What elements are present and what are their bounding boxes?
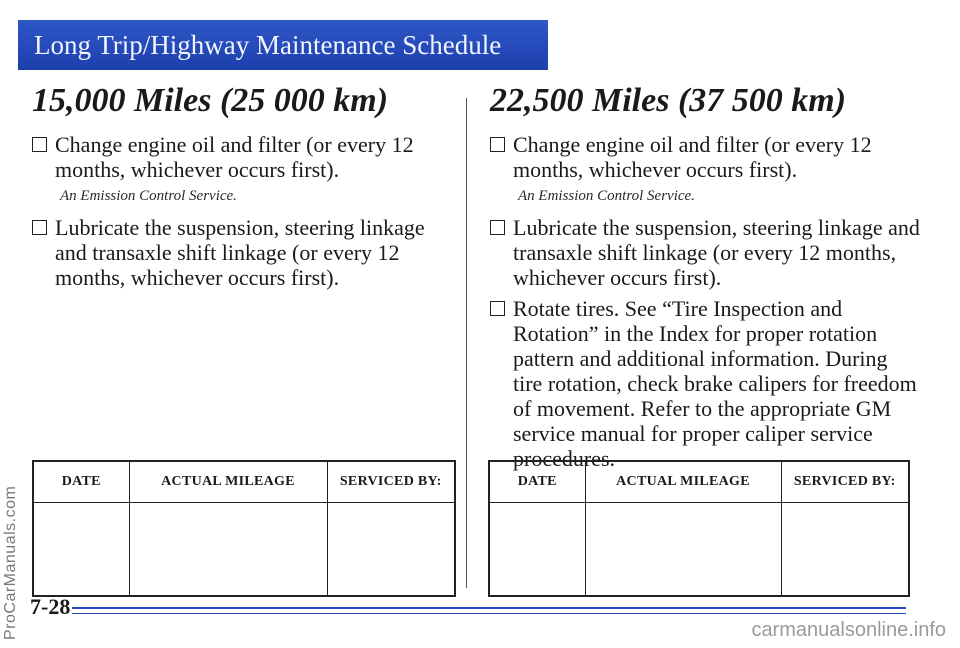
right-item-oil-text: Change engine oil and filter (or every 12 months, whichever occurs first).: [513, 132, 872, 182]
table-header-row: [489, 461, 909, 503]
checkbox-icon[interactable]: [490, 301, 505, 316]
right-service-table: [488, 460, 910, 597]
checkbox-icon[interactable]: [32, 137, 47, 152]
date-cell[interactable]: [33, 503, 129, 597]
serviced-by-cell[interactable]: [327, 503, 455, 597]
column-divider: [466, 98, 467, 588]
right-item-oil-note: An Emission Control Service.: [518, 188, 695, 204]
checkbox-icon[interactable]: [490, 220, 505, 235]
watermark-procarmanuals: ProCarManuals.com: [2, 485, 19, 640]
header-actual-mileage: ACTUAL MILEAGE: [585, 461, 781, 503]
left-heading: 15,000 Miles (25 000 km): [32, 82, 389, 119]
header-date: DATE: [489, 461, 585, 503]
watermark-carmanualsonline: carmanualsonline.info: [751, 619, 946, 641]
checkbox-icon[interactable]: [32, 220, 47, 235]
left-item-oil-text: Change engine oil and filter (or every 12 months, whichever occurs first).: [55, 132, 414, 182]
header-serviced-by: SERVICED BY:: [781, 461, 909, 503]
serviced-by-cell[interactable]: [781, 503, 909, 597]
right-item-rotate-tires-text: Rotate tires. See “Tire Inspection and Rotation” in the Index for proper rotation pattern and additional information. During tire rotation, check brake calipers for freedom of movement. Refer to the appropriate GM service manual for proper caliper service procedures.: [513, 296, 917, 471]
section-banner: [18, 20, 548, 70]
date-cell[interactable]: [489, 503, 585, 597]
checkbox-icon[interactable]: [490, 137, 505, 152]
left-item-lubricate-text: Lubricate the suspension, steering linkage and transaxle shift linkage (or every 12 months, whichever occurs first).: [55, 215, 425, 290]
left-service-table: [32, 460, 456, 597]
right-item-lubricate: [490, 215, 920, 290]
table-header-row: [33, 461, 455, 503]
right-column: [490, 82, 920, 477]
header-date: DATE: [33, 461, 129, 503]
mileage-cell[interactable]: [129, 503, 327, 597]
left-item-lubricate: [32, 215, 452, 290]
right-item-oil: [490, 132, 920, 182]
right-heading: 22,500 Miles (37 500 km): [490, 82, 847, 119]
left-item-oil: [32, 132, 452, 182]
banner-title: Long Trip/Highway Maintenance Schedule: [34, 30, 502, 60]
left-column: [32, 82, 452, 296]
header-serviced-by: SERVICED BY:: [327, 461, 455, 503]
right-item-rotate-tires: [490, 296, 920, 471]
right-item-lubricate-text: Lubricate the suspension, steering linkage and transaxle shift linkage (or every 12 months, whichever occurs first).: [513, 215, 920, 290]
table-row: [489, 503, 909, 597]
header-actual-mileage: ACTUAL MILEAGE: [129, 461, 327, 503]
page-number: 7-28: [30, 594, 71, 619]
footer-rule: [72, 607, 906, 614]
mileage-cell[interactable]: [585, 503, 781, 597]
table-row: [33, 503, 455, 597]
left-item-oil-note: An Emission Control Service.: [60, 188, 237, 204]
